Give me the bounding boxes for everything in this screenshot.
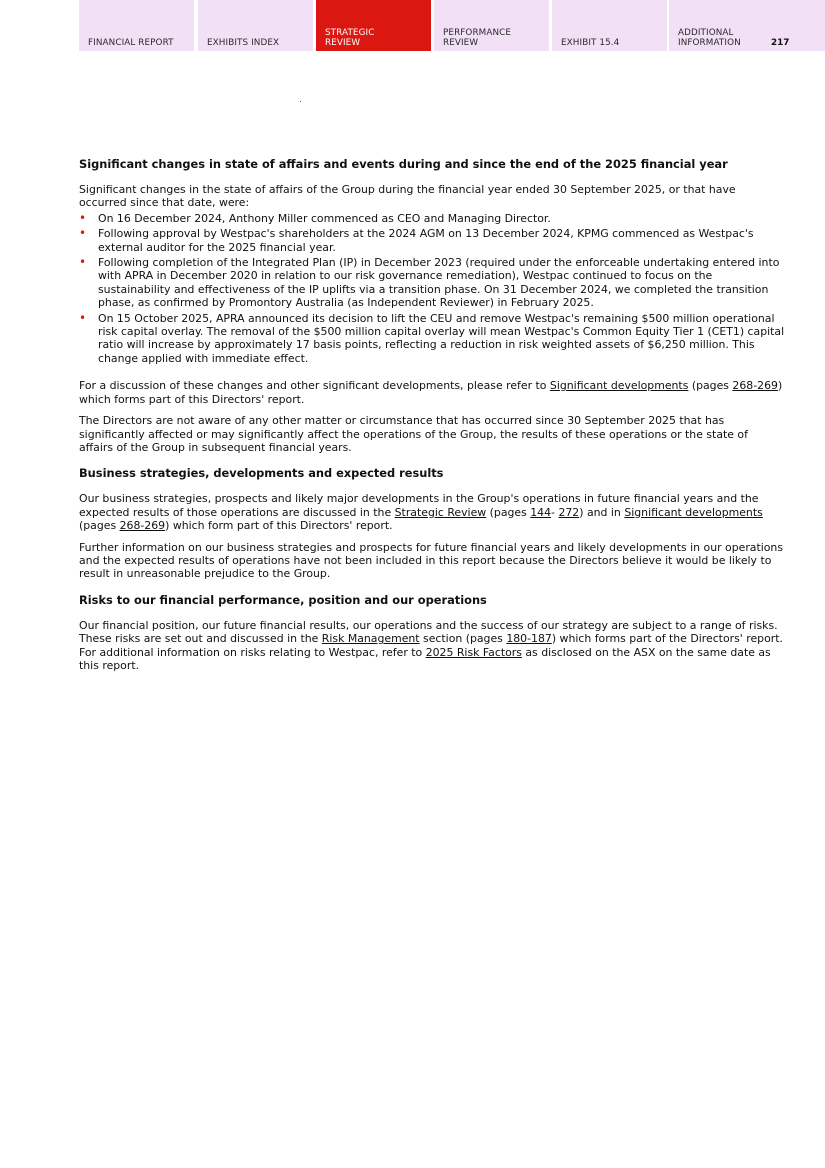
- link-significant-developments[interactable]: Significant developments: [549, 379, 689, 393]
- text: section (pages: [419, 632, 507, 646]
- page-number: 217: [771, 38, 790, 48]
- list-item: [79, 212, 785, 225]
- paragraph: The Directors are not aware of any other matter or circumstance that has occurred since 30 September 2025 that has significantly affected or may significantly affect the operations of the Group, the results of these operations or the state of affairs of the Group in subsequent financial years.: [79, 414, 748, 454]
- main-content: [79, 157, 785, 680]
- section-heading: Business strategies, developments and expected results: [79, 466, 444, 481]
- text: ) which form part of this Directors' report.: [165, 519, 393, 533]
- list-item-text: Following completion of the Integrated Plan (IP) in December 2023 (required under the enforceable undertaking entered into with APRA in December 2020 in relation to our risk governance remediation), Westpac continued to focus on the sustainability and effectiveness of the IP uplifts via a transition phase. On 31 December 2024, we completed the transition phase, as confirmed by Promontory Australia (as Independent Reviewer) in February 2025.: [98, 256, 780, 310]
- list-item: [79, 312, 785, 366]
- link-page-144[interactable]: 144: [530, 505, 552, 519]
- text: ) which forms part of this Directors' report.: [79, 379, 783, 406]
- tab-strategic-review[interactable]: [316, 0, 431, 51]
- link-pages-268-269[interactable]: 268-269: [732, 379, 778, 393]
- paragraph: Further information on our business strategies and prospects for future financial years and likely developments in our operations and the expected results of operations have not been included in this report because the Directors believe it would be likely to result in unreasonable prejudice to the Group.: [79, 540, 784, 581]
- link-page-272[interactable]: 272: [558, 505, 580, 519]
- text: -: [551, 505, 559, 519]
- list-item-text: On 15 October 2025, APRA announced its decision to lift the CEU and remove Westpac's remaining $500 million operational risk capital overlay. The removal of the $500 million capital overlay will mean Westpac's Common Equity Tier 1 (CET1) capital ratio will increase by approximately 17 basis points, reflecting a reduction in risk weighted assets of $6,250 million. This change applied with immediate effect.: [98, 311, 785, 365]
- text: (pages: [486, 505, 531, 519]
- paragraph: [79, 379, 785, 406]
- list-item: [79, 227, 785, 254]
- bullet-icon: •: [79, 255, 87, 270]
- paragraph: [79, 492, 785, 532]
- tab-label: EXHIBITS INDEX: [207, 38, 280, 48]
- link-risk-management[interactable]: Risk Management: [321, 632, 420, 646]
- text: ) which forms part of the Directors' report. For additional information on risks relating to Westpac, refer to: [79, 632, 783, 659]
- link-strategic-review[interactable]: Strategic Review: [394, 505, 487, 519]
- tab-additional-information[interactable]: [669, 0, 825, 51]
- link-pages-268-269[interactable]: 268-269: [119, 519, 166, 533]
- bullet-list: [79, 212, 785, 365]
- link-pages-180-187[interactable]: 180-187: [506, 632, 552, 646]
- list-item-text: Following approval by Westpac's shareholders at the 2024 AGM on 13 December 2024, KPMG commenced as Westpac's external auditor for the 2025 financial year.: [98, 227, 754, 254]
- bullet-icon: •: [79, 310, 87, 325]
- text: (pages: [79, 519, 120, 533]
- link-significant-developments[interactable]: Significant developments: [624, 505, 763, 519]
- tab-financial-report[interactable]: [79, 0, 194, 51]
- text: (pages: [688, 379, 733, 393]
- stray-dot: [300, 101, 301, 102]
- section-heading: Risks to our financial performance, position and our operations: [79, 592, 487, 607]
- tab-exhibit-15-4[interactable]: [552, 0, 667, 51]
- link-2025-risk-factors[interactable]: 2025 Risk Factors: [425, 645, 522, 659]
- tab-label: FINANCIAL REPORT: [88, 38, 174, 48]
- text: as disclosed on the ASX on the same date as this report.: [79, 645, 771, 672]
- bullet-icon: •: [79, 226, 87, 241]
- list-item: [79, 256, 785, 310]
- text: For a discussion of these changes and other significant developments, please refer to: [79, 379, 550, 393]
- tab-label: PERFORMANCE REVIEW: [443, 28, 512, 48]
- paragraph: [79, 619, 785, 673]
- list-item-text: On 16 December 2024, Anthony Miller commenced as CEO and Managing Director.: [98, 211, 551, 225]
- text: Our business strategies, prospects and likely major developments in the Group's operations in future financial years and the expected results of those operations are discussed in the: [79, 492, 759, 519]
- bullet-icon: •: [79, 210, 87, 225]
- tab-performance-review[interactable]: [434, 0, 549, 51]
- tab-label: EXHIBIT 15.4: [561, 38, 620, 48]
- text: Our financial position, our future financial results, our operations and the success of our strategy are subject to a range of risks. These risks are set out and discussed in the: [79, 618, 778, 646]
- tab-label: STRATEGIC REVIEW: [325, 28, 375, 48]
- section-heading: Significant changes in state of affairs and events during and since the end of the 2025 financial year: [79, 157, 728, 171]
- tab-exhibits-index[interactable]: [198, 0, 313, 51]
- text: ) and in: [579, 505, 625, 519]
- tab-label: ADDITIONAL INFORMATION: [678, 28, 741, 48]
- paragraph: Significant changes in the state of affairs of the Group during the financial year ended 30 September 2025, or that have occurred since that date, were:: [79, 183, 736, 210]
